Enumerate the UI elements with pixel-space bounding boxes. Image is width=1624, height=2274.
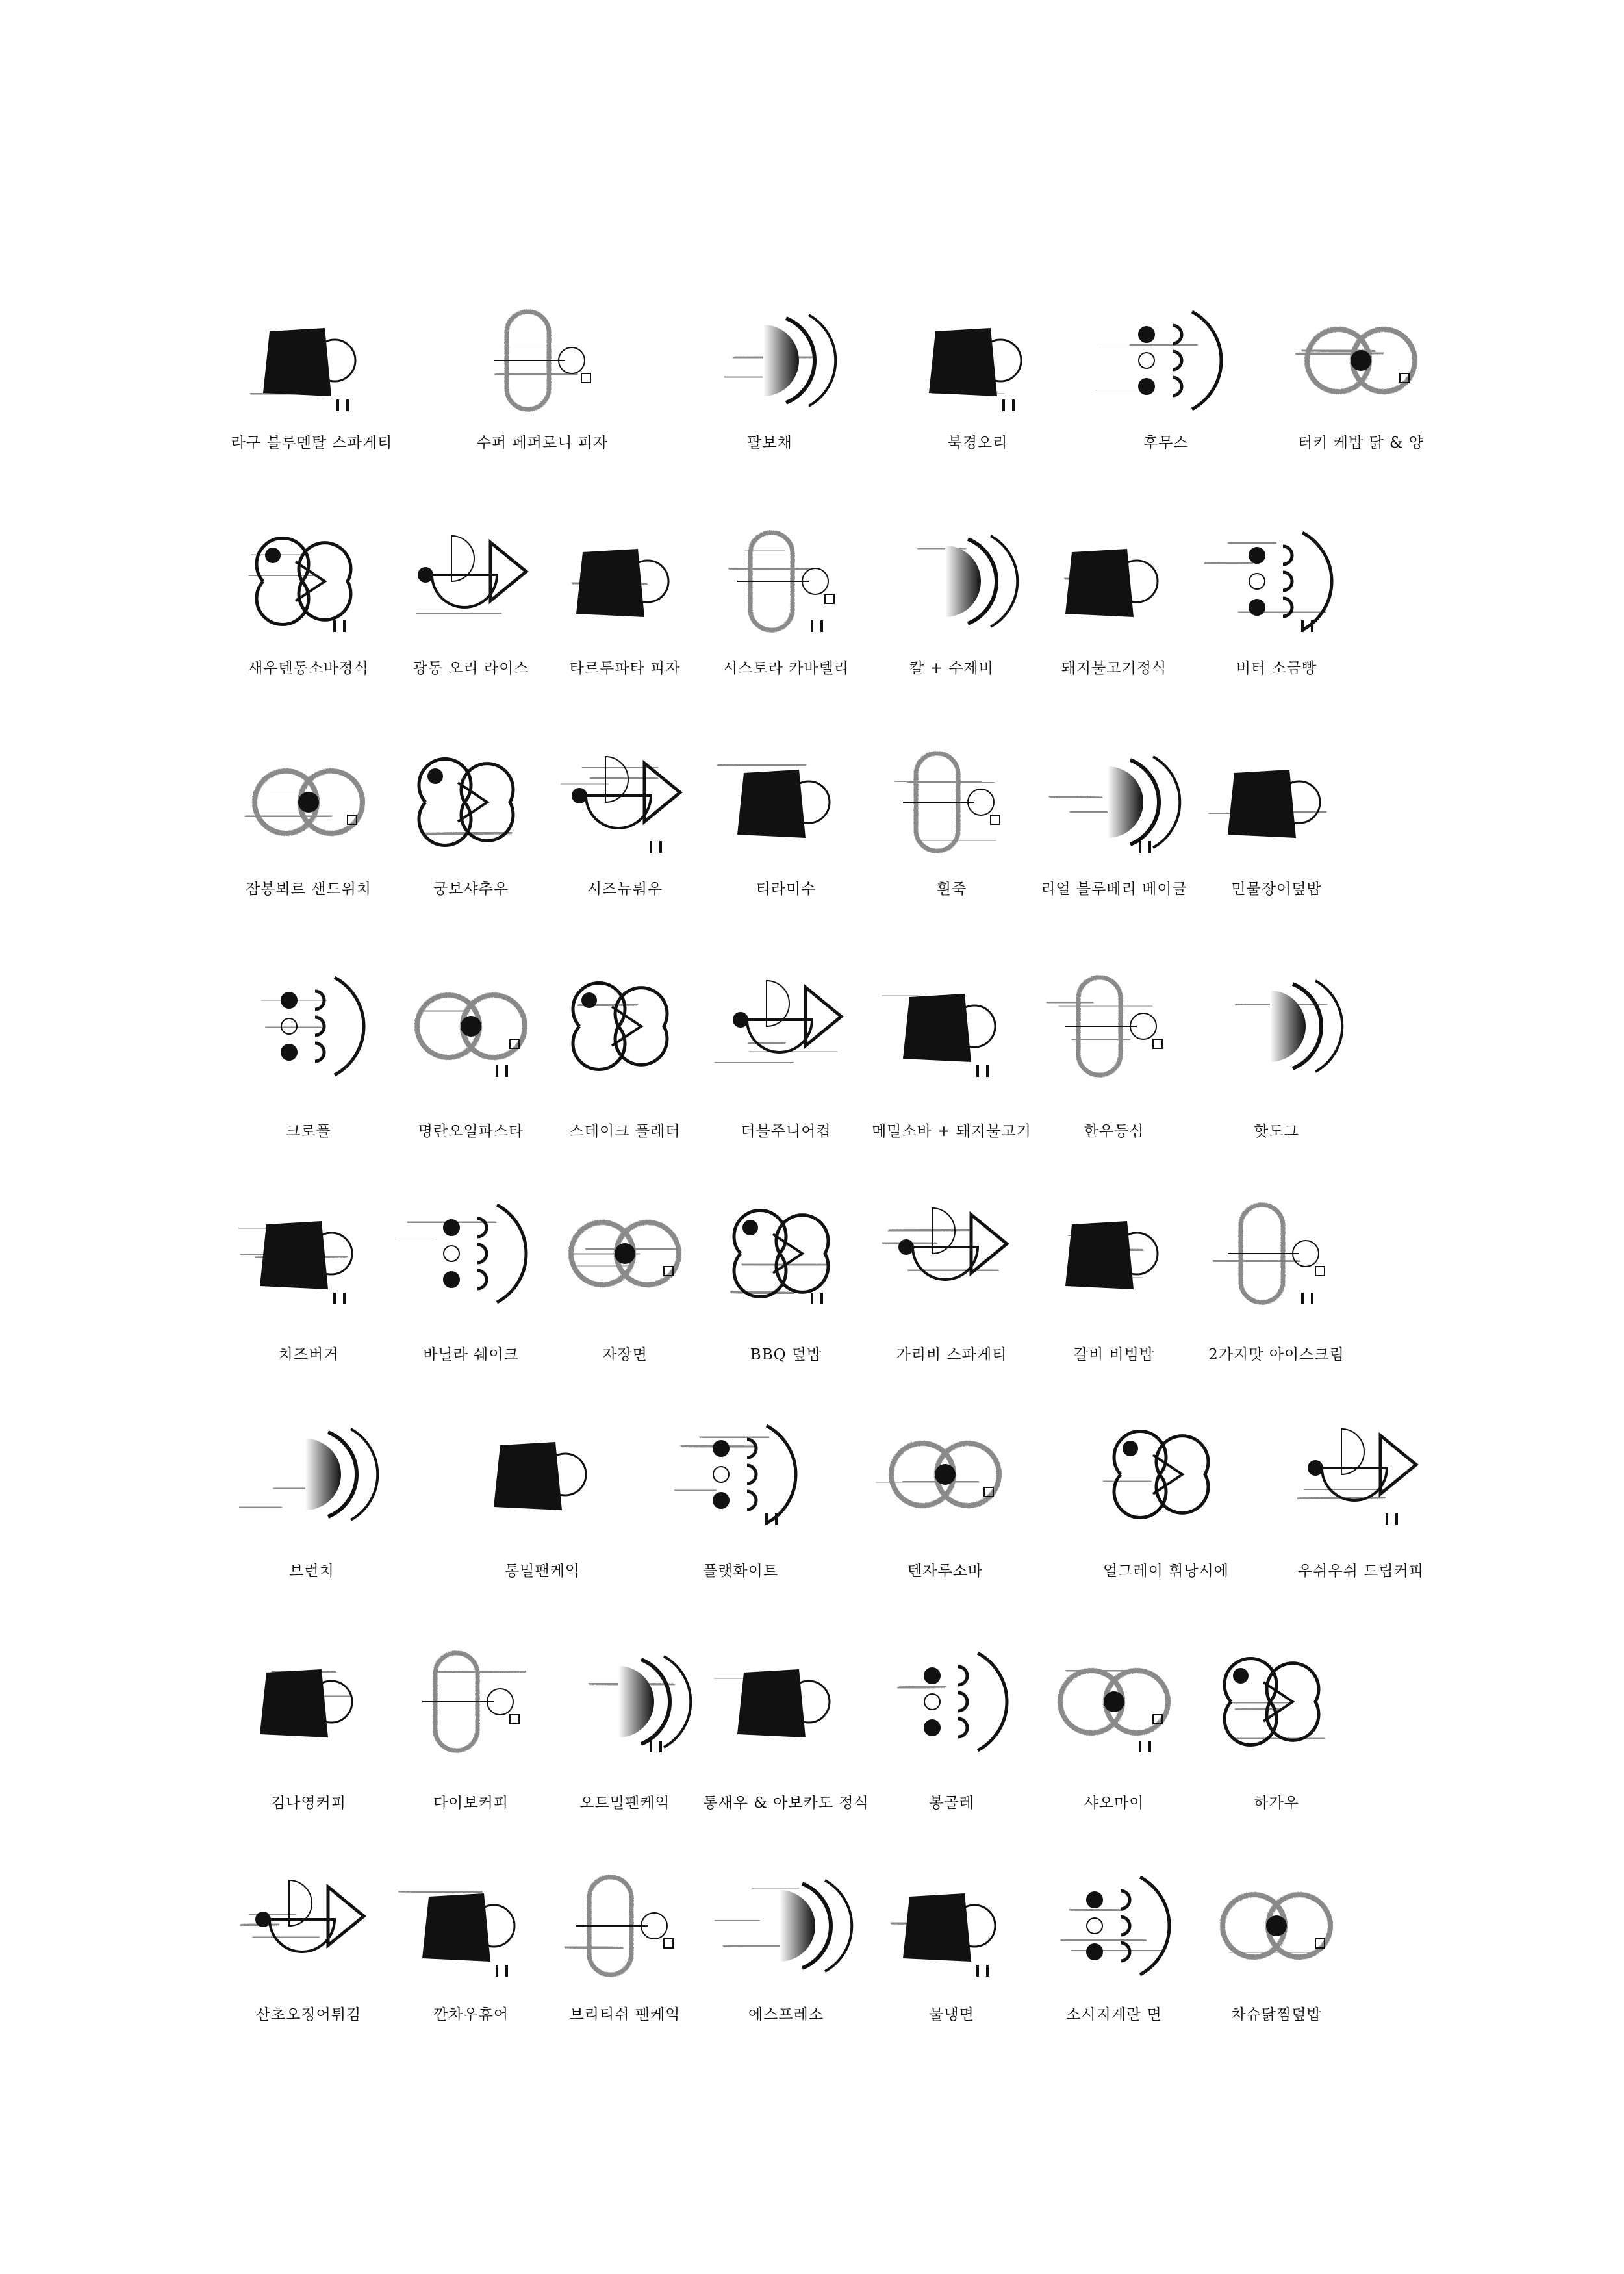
- mentaiko-pasta-glyph: [417, 995, 525, 1077]
- dish-label: 다이보커피: [433, 1795, 509, 1812]
- dish-label: 소시지계란 면: [1066, 2006, 1162, 2023]
- dish-label: 브런치: [289, 1563, 335, 1580]
- dish-label: 궁보샤추우: [433, 881, 509, 898]
- shumai-glyph: [1060, 1670, 1168, 1752]
- vongole-glyph: [899, 1653, 1007, 1750]
- dish-label: 우쉬우쉬 드립커피: [1297, 1563, 1425, 1580]
- dish-label: 흰죽: [936, 881, 967, 898]
- dish-label: 타르투파타 피자: [569, 660, 681, 677]
- dish-label: 스테이크 플래터: [569, 1123, 681, 1140]
- tenzaru-soba-glyph: [878, 1443, 999, 1506]
- shrimp-avocado-glyph: [716, 1669, 830, 1737]
- dish-label: 명란오일파스타: [418, 1123, 524, 1140]
- brunch-glyph: [240, 1429, 377, 1520]
- dish-label: 크로플: [286, 1123, 331, 1140]
- mulnaengmyeon-glyph: [892, 1893, 995, 1977]
- hummus-glyph: [1097, 312, 1221, 409]
- jambon-beurre-glyph: [246, 771, 362, 833]
- galbi-bibimbap-glyph: [1065, 1221, 1158, 1289]
- dish-label: 팔보채: [747, 435, 793, 451]
- dish-label: 브리티쉬 팬케익: [569, 2006, 681, 2023]
- wholewheat-pancake-glyph: [494, 1442, 586, 1510]
- oatmeal-pancake-glyph: [590, 1656, 691, 1752]
- dish-label: 핫도그: [1254, 1123, 1299, 1140]
- cavatelli-glyph: [730, 533, 834, 632]
- dish-label: 더블주니어컵: [741, 1123, 831, 1140]
- drip-coffee-glyph: [1299, 1429, 1416, 1525]
- salt-bread-glyph: [1206, 533, 1332, 632]
- daibo-coffee-glyph: [422, 1653, 525, 1750]
- earlgrey-financier-glyph: [1104, 1432, 1208, 1518]
- tiramisu-glyph: [719, 764, 830, 838]
- kebab-glyph: [1297, 329, 1415, 392]
- dish-label: 라구 블루멘탈 스파게티: [231, 435, 393, 451]
- dish-label: 산초오징어튀김: [255, 2006, 362, 2023]
- dish-label: 시스토라 카바텔리: [722, 660, 850, 677]
- dish-label: 통밀팬케익: [504, 1563, 581, 1580]
- double-junior-cup-glyph: [716, 981, 841, 1063]
- cheeseburger-glyph: [240, 1221, 352, 1304]
- dish-label: 칼 + 수제비: [909, 660, 994, 677]
- kimnayoung-coffee-glyph: [260, 1669, 352, 1737]
- two-flavor-icecream-glyph: [1214, 1205, 1325, 1304]
- sausage-egg-noodle-glyph: [1062, 1877, 1169, 1975]
- dish-label: 텐자루소바: [907, 1563, 983, 1580]
- dish-label: 2가지맛 아이스크림: [1208, 1346, 1345, 1363]
- har-gow-glyph: [1224, 1659, 1324, 1745]
- dish-label: BBQ 덮밥: [750, 1346, 822, 1363]
- dish-label: 티라미수: [755, 881, 817, 898]
- dish-label: 한우등심: [1084, 1123, 1145, 1140]
- bbq-rice-glyph: [731, 1211, 828, 1304]
- british-pancake-glyph: [566, 1877, 673, 1975]
- palbochae-glyph: [726, 315, 835, 406]
- chashu-chicken-rice-glyph: [1223, 1895, 1330, 1957]
- sizzling-beef-glyph: [562, 757, 680, 853]
- eel-rice-glyph: [1210, 770, 1325, 838]
- white-porridge-glyph: [896, 753, 1000, 851]
- dish-label: 메밀소바 + 돼지불고기: [872, 1123, 1032, 1140]
- ragu-spaghetti-glyph: [251, 328, 355, 411]
- flat-white-glyph: [676, 1426, 796, 1525]
- kal-sujebi-glyph: [919, 536, 1017, 627]
- kungpao-glyph: [419, 759, 513, 846]
- dish-label: 돼지불고기정식: [1061, 660, 1167, 677]
- pork-bulgogi-glyph: [1065, 549, 1158, 617]
- hanwoo-sirloin-glyph: [1048, 978, 1162, 1075]
- dish-label: 차슈닭찜덮밥: [1231, 2006, 1322, 2023]
- dish-label: 광동 오리 라이스: [412, 660, 529, 677]
- espresso-glyph: [716, 1880, 852, 1971]
- dish-label: 민물장어덮밥: [1231, 881, 1322, 898]
- dish-label: 바닐라 쉐이크: [423, 1346, 519, 1363]
- dish-label: 새우텐동소바정식: [248, 660, 369, 677]
- canton-duck-rice-glyph: [417, 536, 526, 614]
- dish-label: 김나영커피: [270, 1795, 347, 1812]
- scallop-spaghetti-glyph: [883, 1208, 1007, 1280]
- vanilla-shake-glyph: [400, 1205, 526, 1302]
- tartufata-pizza-glyph: [573, 549, 668, 617]
- dish-label: 통새우 & 아보카도 정식: [703, 1795, 869, 1812]
- hotdog-glyph: [1236, 981, 1342, 1072]
- dish-label: 리얼 블루베리 베이글: [1041, 881, 1187, 898]
- steak-platter-glyph: [573, 983, 667, 1070]
- croffle-glyph: [263, 978, 364, 1075]
- dish-label: 하가우: [1254, 1795, 1299, 1812]
- dish-label: 잠봉뵈르 샌드위치: [245, 881, 372, 898]
- dish-label: 수퍼 페퍼로니 피자: [476, 435, 609, 451]
- dish-label: 에스프레소: [748, 2006, 824, 2023]
- dish-label: 갈비 비빔밥: [1073, 1346, 1155, 1363]
- dish-label: 깐차우휴어: [433, 2006, 509, 2023]
- pepperoni-pizza-glyph: [494, 312, 590, 409]
- dish-label: 플랫화이트: [702, 1563, 779, 1580]
- dish-label: 자장면: [602, 1346, 648, 1363]
- jajangmyeon-glyph: [571, 1222, 679, 1285]
- dish-label: 오트밀팬케익: [579, 1795, 670, 1812]
- dish-label: 봉골레: [929, 1795, 974, 1812]
- dish-label: 얼그레이 휘낭시에: [1102, 1563, 1230, 1580]
- dish-label: 가리비 스파게티: [896, 1346, 1008, 1363]
- blueberry-bagel-glyph: [1050, 757, 1180, 853]
- peking-duck-glyph: [929, 328, 1021, 411]
- dish-label: 치즈버거: [278, 1346, 339, 1363]
- sansho-squid-glyph: [242, 1880, 364, 1952]
- dish-label: 북경오리: [947, 435, 1008, 451]
- dish-label: 샤오마이: [1084, 1795, 1145, 1812]
- dish-label: 터키 케밥 닭 & 양: [1297, 435, 1425, 451]
- dish-label: 시즈뉴뤄우: [587, 881, 663, 898]
- soba-bulgogi-glyph: [883, 994, 995, 1077]
- shrimp-tendon-glyph: [250, 538, 351, 632]
- dish-label: 물냉면: [929, 2006, 974, 2023]
- kanchau-glyph: [400, 1891, 514, 1977]
- dish-label: 버터 소금빵: [1236, 660, 1317, 677]
- dish-label: 후무스: [1143, 435, 1189, 451]
